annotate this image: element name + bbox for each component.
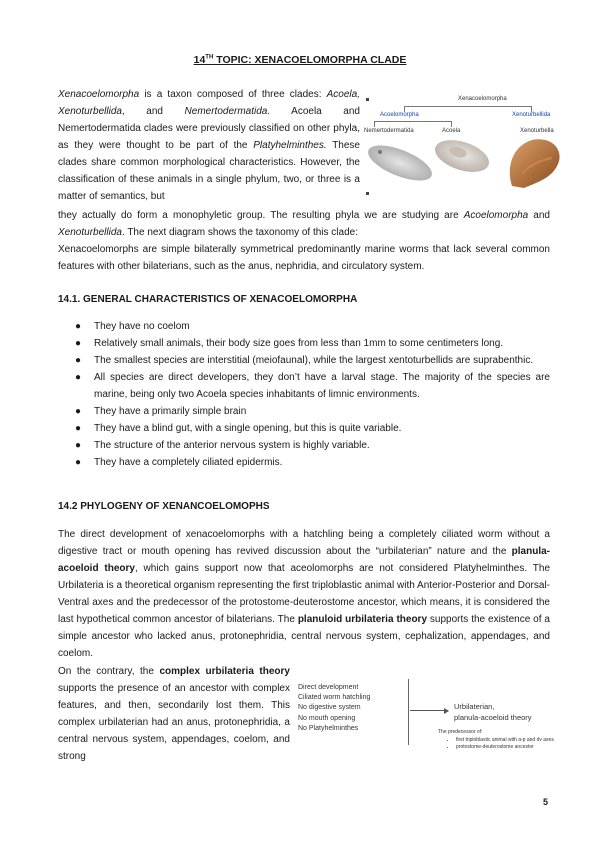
bullet-icon: ● (75, 423, 82, 434)
label-xenacoelomorpha: Xenacoelomorpha (458, 96, 507, 102)
intro-text: Acoelomorpha (463, 210, 529, 221)
predecessor-list (438, 737, 554, 752)
feature-item: No mouth opening (298, 714, 356, 722)
list-item-text: They have a blind gut, with a single opening, but this is quite variable. (94, 423, 402, 434)
list-item (58, 403, 550, 420)
urbilateria-diagram (298, 679, 578, 769)
feature-list (298, 683, 370, 734)
characteristics-list (58, 318, 550, 471)
intro-text: Xenacoelomorpha (58, 89, 140, 100)
intro-paragraph (58, 86, 360, 205)
intro-text: is a taxon composed of three clades: (139, 89, 327, 100)
predecessor-note (438, 729, 554, 752)
intro-text: and (528, 210, 550, 221)
intro-text: Acoela and Nemertodermatida clades were previously classified on other phyla, as they were thought to be part of the (58, 106, 360, 151)
intro-text: , (357, 89, 360, 100)
complex-theory-paragraph (58, 663, 290, 765)
bullet-icon: ● (75, 406, 82, 417)
list-item-text: They have no coelom (94, 321, 190, 332)
feature-item: Direct development (298, 684, 359, 691)
predecessor-item: • protostome-deuterostome ancestor (456, 744, 554, 752)
intro-text: , and (121, 106, 185, 117)
list-item (58, 420, 550, 437)
taxonomy-diagram (362, 94, 566, 204)
arrow-right-icon (410, 710, 448, 711)
intro-continuation (58, 207, 550, 241)
list-item-text: The smallest species are interstitial (meiofaunal), while the largest xentoturbellids are suprabenthic. (94, 355, 534, 366)
intro-text: they actually do form a monophyletic group. The resulting phyla we are studying are (58, 210, 464, 221)
grouping-brace (402, 679, 409, 745)
label-acoela: Acoela (442, 128, 461, 134)
bullet-icon: ● (75, 457, 82, 468)
title-superscript: TH (205, 54, 214, 61)
phylogeny-text: The direct development of xenacoelomorphs with a hatchling being a completely ciliated worm without a digestive tract or mouth opening has revived discussion about the “urbilaterian” nature and the (58, 529, 550, 557)
bullet-icon: ● (75, 321, 82, 332)
phylogeny-text: supports the existence of a simple ancestor who lacked anus, protonephridia, central nervous system, cephalization, appendages, and coelom. (58, 614, 550, 659)
page-title (0, 54, 600, 66)
predecessor-item: • first triploblastic animal with a-p and dv axes (456, 737, 554, 745)
page-number: 5 (542, 797, 548, 807)
list-item-text: All species are direct developers, they don’t have a larval stage. The majority of the species are marine, being only two Acoela species inhabitants of limnic environments. (94, 372, 550, 400)
list-item (58, 335, 550, 352)
complex-text: On the contrary, the (58, 666, 160, 677)
list-item-text: They have a completely ciliated epidermis. (94, 457, 283, 468)
intro-text: Xenoturbellida (58, 227, 122, 238)
bullet-icon: ● (75, 338, 82, 349)
intro-text: Nemertodermatida. (184, 106, 271, 117)
phylogeny-text: planuloid urbilateria theory (297, 614, 427, 625)
title-text: TOPIC: XENACOELOMORPHA CLADE (213, 54, 407, 66)
phylogeny-text: , which gains support now that aceolomorphs are not considered Platyhelminthes. The Urbilateria is a theoretical organism representing the first triploblastic animal with Anterior-Posterior and Dorsal-Ventral axes and the predecessor of the protostome-deuterostome ancestor, which means, it is considered the last hypothetical common ancestor of bilaterians. The (58, 563, 551, 625)
complex-text: supports the presence of an ancestor with complex features, and then, secondarily lost them. This complex urbilaterian had an anus, protonephridia, a central nervous system, appendages, coelom, and strong (58, 683, 290, 762)
list-item (58, 437, 550, 454)
feature-item: No Platyhelminthes (298, 724, 359, 732)
feature-item: Ciliated worm hatchling (298, 694, 371, 702)
list-item (58, 369, 550, 403)
intro-paragraph-2: Xenacoelomorphs are simple bilaterally symmetrical predominantly marine worms that lack several common features with other bilaterians, such as the anus, nephridia, and circulatory system. (58, 244, 550, 272)
intro-text: Xenoturbellida (58, 106, 122, 117)
feature-item: No digestive system (298, 704, 361, 712)
intro-text: . The next diagram shows the taxonomy of this clade: (121, 227, 358, 238)
nemertodermatida-photo (364, 138, 437, 188)
list-item-text: Relatively small animals, their body size goes from less than 1mm to some centimeters long. (94, 338, 504, 349)
complex-text: complex urbilateria theory (159, 666, 290, 677)
bullet-icon: ● (75, 440, 82, 451)
phylogeny-text: planula-acoeloid theory (58, 546, 550, 574)
section-heading-phylogeny: 14.2 PHYLOGENY OF XENANCOELOMOPHS (58, 501, 270, 512)
label-nemertodermatida: Nemertodermatida (364, 128, 414, 134)
list-item-text: The structure of the anterior nervous system is highly variable. (94, 440, 370, 451)
phylogeny-paragraph (58, 526, 550, 662)
label-acoelomorpha: Acoelomorpha (380, 112, 419, 118)
acoela-photo (431, 134, 493, 178)
bullet-icon: ● (75, 355, 82, 366)
result-line: Urbilaterian, (454, 702, 495, 711)
result-label (454, 701, 532, 723)
list-item (58, 454, 550, 471)
intro-text: Acoela (326, 89, 358, 100)
predecessor-title: The predecessor of: (438, 729, 483, 735)
title-number: 14 (193, 54, 206, 66)
result-line: planula-acoeloid theory (454, 713, 532, 722)
section-heading-general: 14.1. GENERAL CHARACTERISTICS OF XENACOELOMORPHA (58, 294, 358, 305)
bullet-icon: ● (75, 372, 82, 383)
xenoturbella-photo (510, 139, 560, 188)
list-item-text: They have a primarily simple brain (94, 406, 247, 417)
label-xenoturbella: Xenoturbella (520, 128, 554, 134)
list-item (58, 352, 550, 369)
organism-photos (362, 94, 566, 204)
label-xenoturbellida: Xenoturbellida (512, 112, 551, 118)
intro-text: Platyhelminthes. (253, 140, 327, 151)
list-item (58, 318, 550, 335)
intro-text: These clades share common morphological characteristics. However, the classification of these animals in a single phylum, two, or three is a matter of semantics, but (58, 140, 360, 202)
